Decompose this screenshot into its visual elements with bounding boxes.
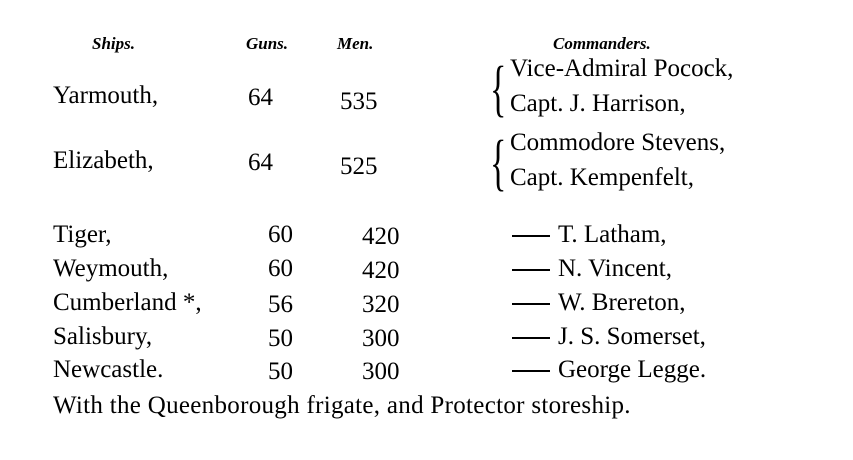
men-value: 525 — [340, 153, 378, 180]
men-value: 535 — [340, 88, 378, 115]
men-value: 300 — [362, 358, 400, 385]
commander-name: Commodore Stevens, — [510, 129, 726, 156]
commander-name: Capt. J. Harrison, — [510, 90, 686, 117]
dash — [512, 235, 550, 237]
men-value: 300 — [362, 325, 400, 352]
dash — [512, 337, 550, 339]
dash — [512, 269, 550, 271]
dash — [512, 370, 550, 372]
brace-icon: { — [490, 129, 507, 197]
commander-name: N. Vincent, — [512, 255, 672, 283]
men-value: 420 — [362, 223, 400, 250]
ship-name: Cumberland *, — [53, 289, 202, 316]
guns-value: 50 — [268, 325, 293, 352]
footer-note: With the Queenborough frigate, and Protector storeship. — [53, 392, 631, 419]
commander-name: George Legge. — [512, 356, 706, 384]
commander-name: Vice-Admiral Pocock, — [510, 55, 734, 82]
commander-name: T. Latham, — [512, 221, 667, 249]
commander-name: J. S. Somerset, — [512, 323, 706, 351]
ship-name: Elizabeth, — [53, 147, 154, 174]
ship-name: Yarmouth, — [53, 82, 159, 109]
guns-value: 50 — [268, 358, 293, 385]
commander-name: Capt. Kempenfelt, — [510, 164, 694, 191]
guns-value: 64 — [248, 84, 273, 111]
header-commanders: Commanders. — [553, 34, 651, 53]
header-ships: Ships. — [92, 34, 135, 53]
guns-value: 60 — [268, 255, 293, 282]
guns-value: 64 — [248, 149, 273, 176]
commander-name: W. Brereton, — [512, 289, 686, 317]
guns-value: 56 — [268, 291, 293, 318]
men-value: 420 — [362, 257, 400, 284]
header-guns: Guns. — [246, 34, 289, 53]
men-value: 320 — [362, 291, 400, 318]
ship-name: Tiger, — [53, 221, 112, 248]
dash — [512, 303, 550, 305]
guns-value: 60 — [268, 221, 293, 248]
ship-name: Newcastle. — [53, 356, 164, 383]
ship-name: Weymouth, — [53, 255, 169, 282]
header-men: Men. — [337, 34, 374, 53]
ship-name: Salisbury, — [53, 323, 153, 350]
brace-icon: { — [490, 55, 507, 123]
